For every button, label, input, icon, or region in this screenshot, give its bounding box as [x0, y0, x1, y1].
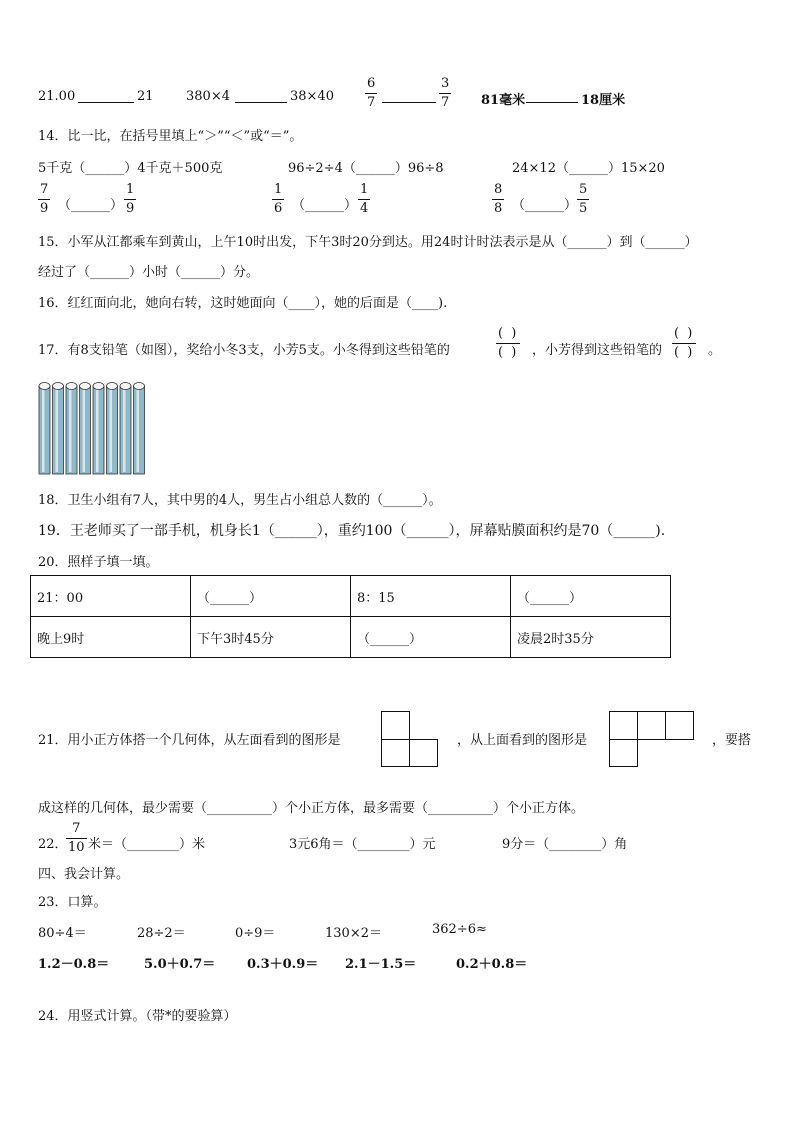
- q21-part3: ，要搭: [712, 733, 752, 748]
- q23-r1-3: 0÷9＝: [235, 926, 276, 941]
- q14-frac-1-9: 1 9: [126, 182, 135, 216]
- q14-frac-8-8: 8 8: [494, 182, 503, 216]
- pencil: [80, 383, 91, 475]
- cmp-a-blank[interactable]: [78, 88, 134, 103]
- table-cell-blank[interactable]: （______）: [191, 576, 351, 617]
- q14-title: 14．比一比，在括号里填上“＞”“＜”或“＝”。: [38, 129, 303, 144]
- cmp-c-blank[interactable]: [382, 88, 436, 103]
- q22-label: 22．: [38, 837, 68, 852]
- q22-c: 9分＝（________）角: [502, 837, 628, 852]
- q14-row1-item1: 5千克（______）4千克＋500克: [38, 161, 223, 176]
- q21-part1: 21．用小正方体搭一个几何体，从左面看到的图形是: [38, 733, 341, 748]
- q22-b: 3元6角＝（________）元: [289, 837, 436, 852]
- pencil: [93, 383, 104, 475]
- q23-r1-4: 130×2＝: [325, 926, 382, 941]
- table-cell-blank[interactable]: （______）: [351, 617, 511, 658]
- q20-table: [30, 575, 671, 658]
- q23-r2-3: 0.3＋0.9＝: [247, 957, 319, 972]
- q17-fraction-blank-2[interactable]: ( ) ( ): [674, 326, 695, 360]
- pencils-figure: [36, 378, 148, 476]
- q23-r1-5: 362÷6≈: [432, 922, 487, 937]
- q18-text: 18．卫生小组有7人，其中男的4人，男生占小组总人数的（______）。: [38, 493, 442, 508]
- pencil: [66, 383, 77, 475]
- pencil: [39, 383, 50, 475]
- cmp-d-left: 81毫米: [481, 93, 526, 108]
- q14-row1-item3: 24×12（______）15×20: [512, 161, 665, 176]
- q23-r1-2: 28÷2＝: [137, 926, 186, 941]
- q20-text: 20．照样子填一填。: [38, 555, 159, 570]
- cmp-d-right: 18厘米: [581, 93, 626, 108]
- section-title: 四、我会计算。: [38, 867, 130, 882]
- q23-r2-1: 1.2－0.8＝: [38, 957, 110, 972]
- table-cell-blank[interactable]: （______）: [511, 576, 671, 617]
- table-cell: 凌晨2时35分: [511, 617, 671, 658]
- cmp-c-right-fraction: 3 7: [441, 76, 450, 110]
- q24-text: 24．用竖式计算。（带*的要验算）: [38, 1009, 237, 1024]
- table-cell: 下午3时45分: [191, 617, 351, 658]
- q21-part2: ，从上面看到的图形是: [457, 733, 588, 748]
- cmp-b-left: 380×4: [186, 89, 230, 104]
- q15-line1: 15．小军从江都乘车到黄山，上午10时出发，下午3时20分到达。用24时计时法表示是从（______）到（______）: [38, 235, 698, 250]
- q23-r1-1: 80÷4＝: [38, 926, 87, 941]
- table-cell: 21：00: [31, 576, 191, 617]
- q23-r2-2: 5.0＋0.7＝: [144, 957, 216, 972]
- q23-title: 23．口算。: [38, 895, 107, 910]
- cmp-b-blank[interactable]: [235, 88, 287, 103]
- q19-text: 19．王老师买了一部手机，机身长1（______），重约100（______），屏幕贴膜面积约是70（______).: [38, 523, 666, 539]
- q17-part1: 17．有8支铅笔（如图），奖给小冬3支，小芳5支。小冬得到这些铅笔的: [38, 343, 450, 358]
- q23-r2-5: 0.2＋0.8＝: [456, 957, 528, 972]
- q17-part2: ，小芳得到这些铅笔的: [532, 343, 663, 358]
- q14-blank-1[interactable]: （______）: [58, 198, 124, 213]
- pencil: [134, 383, 145, 475]
- q16-text: 16．红红面向北，她向右转，这时她面向（____），她的后面是（____).: [38, 296, 448, 311]
- q14-row1-item2: 96÷2÷4（______）96÷8: [288, 161, 444, 176]
- pencil: [107, 383, 118, 475]
- q17-part3: 。: [708, 343, 722, 358]
- cmp-a-left: 21.00: [38, 89, 76, 104]
- q14-frac-1-4: 1 4: [360, 182, 369, 216]
- q14-blank-3[interactable]: （______）: [512, 198, 578, 213]
- q14-blank-2[interactable]: （______）: [292, 198, 358, 213]
- table-cell: 晚上9时: [31, 617, 191, 658]
- q21-line2: 成这样的几何体，最少需要（__________）个小正方体，最多需要（__________）个小正方体。: [38, 801, 585, 816]
- cmp-a-right: 21: [137, 89, 154, 104]
- table-row: [31, 576, 671, 617]
- q14-frac-1-6: 1 6: [274, 182, 283, 216]
- q14-frac-5-5: 5 5: [579, 182, 588, 216]
- cmp-b-right: 38×40: [290, 89, 334, 104]
- table-row: [31, 617, 671, 658]
- q15-line2: 经过了（______）小时（______）分。: [38, 265, 260, 280]
- q22-fraction: 7 10: [68, 821, 85, 855]
- cmp-d-blank[interactable]: [526, 88, 578, 103]
- q22-a: 米＝（________）米: [88, 837, 206, 852]
- q23-r2-4: 2.1－1.5＝: [345, 957, 417, 972]
- pencil: [120, 383, 131, 475]
- q17-fraction-blank-1[interactable]: ( ) ( ): [498, 326, 519, 360]
- cmp-c-left-fraction: 6 7: [367, 76, 376, 110]
- table-cell: 8：15: [351, 576, 511, 617]
- pencil: [53, 383, 64, 475]
- q14-frac-7-9: 7 9: [40, 182, 49, 216]
